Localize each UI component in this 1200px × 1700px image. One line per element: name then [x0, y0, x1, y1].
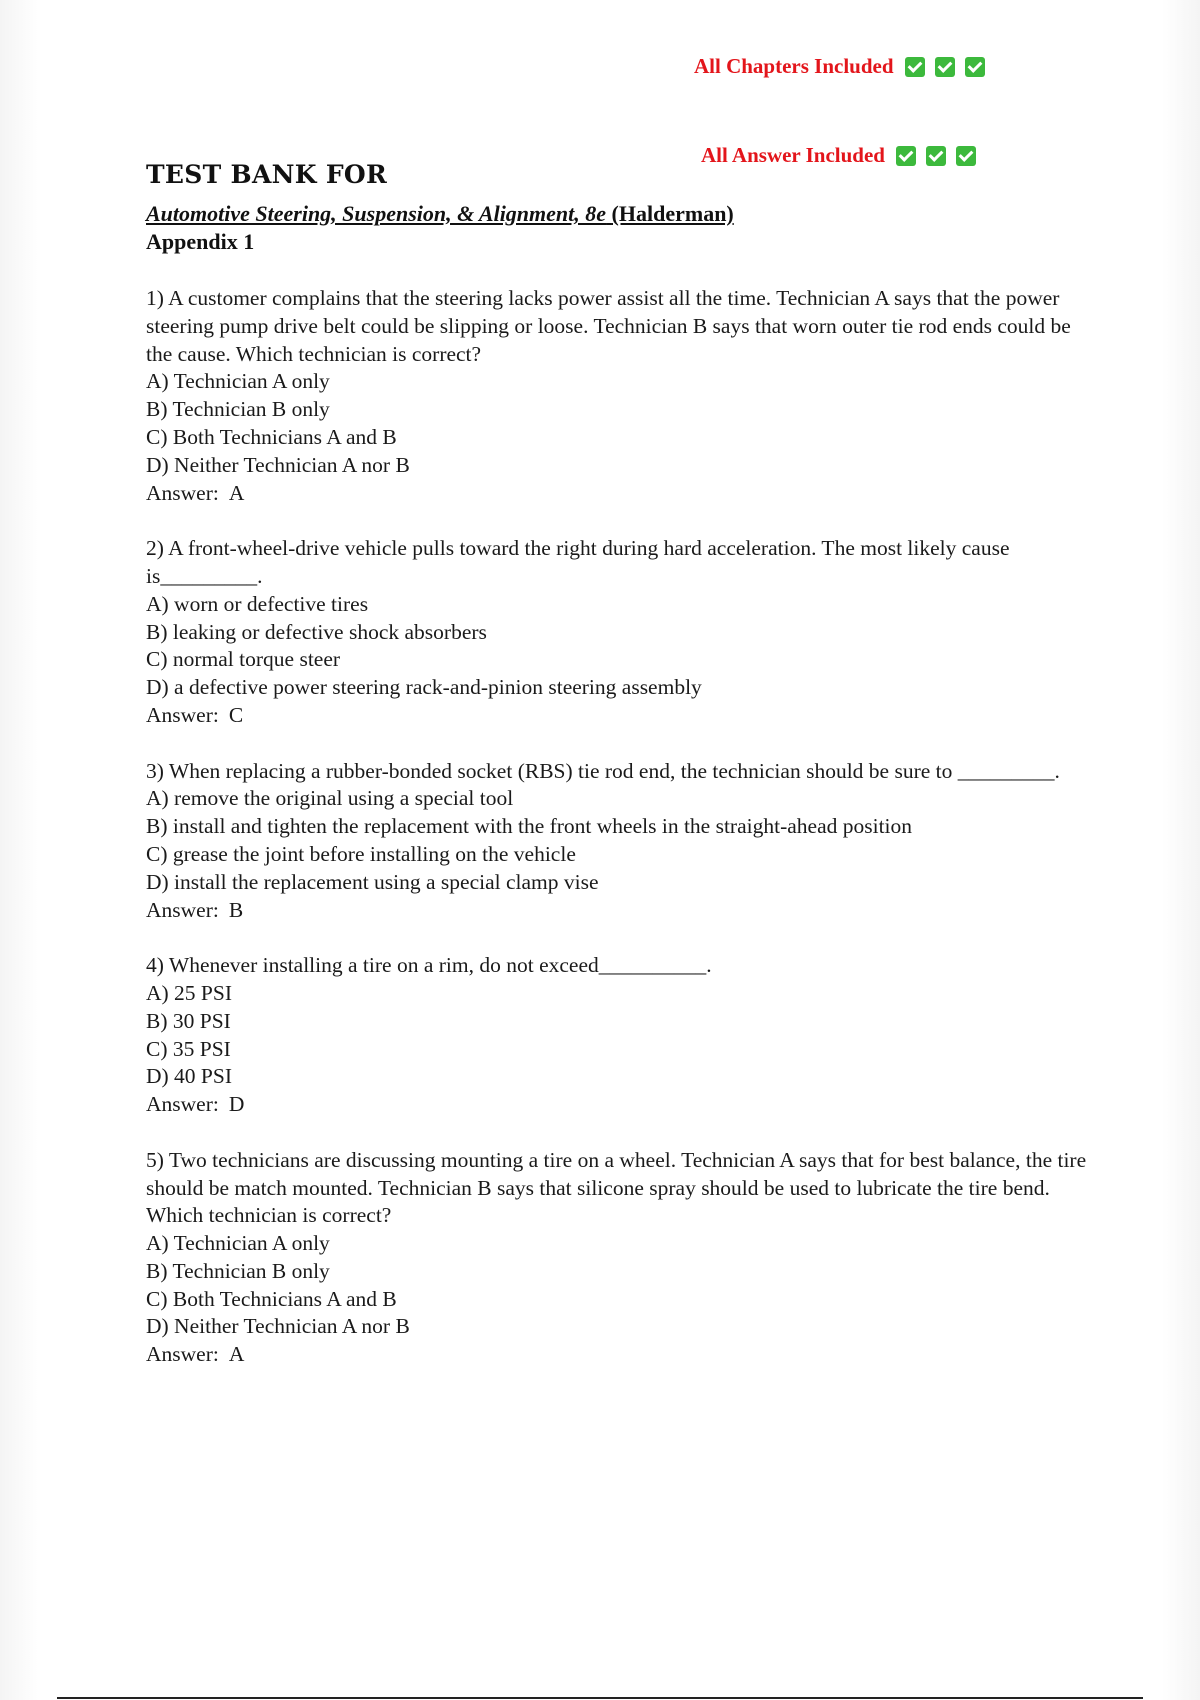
answer-label: Answer:: [146, 1342, 219, 1367]
book-title-line: [146, 201, 734, 227]
answer-option: B) Technician B only: [146, 397, 330, 422]
answer-option: B) leaking or defective shock absorbers: [146, 619, 487, 644]
answer-option: B) Technician B only: [146, 1258, 330, 1283]
answer-option: A) remove the original using a special tool: [146, 786, 514, 811]
all-chapters-text: All Chapters Included: [694, 54, 894, 78]
page-shadow-right: [1162, 0, 1200, 1700]
answer-line: [146, 1091, 1091, 1119]
answer-option: C) Both Technicians A and B: [146, 1286, 397, 1311]
answer-line: [146, 1341, 1091, 1369]
question-stem: 4) Whenever installing a tire on a rim, do not exceed__________.: [146, 953, 712, 978]
answer-option: C) normal torque steer: [146, 647, 341, 672]
check-group: [896, 146, 986, 166]
book-author: (Halderman): [611, 201, 734, 226]
answer-option: D) install the replacement using a special clamp vise: [146, 869, 599, 894]
answer-option: D) Neither Technician A nor B: [146, 452, 410, 477]
answer-line: [146, 702, 1091, 730]
answer-label: Answer:: [146, 480, 219, 505]
answer-label: Answer:: [146, 897, 219, 922]
answer-option: A) worn or defective tires: [146, 591, 369, 616]
check-group: [905, 57, 995, 77]
checkmark-icon: [965, 57, 985, 77]
bottom-rule: [57, 1697, 1143, 1699]
answer-option: D) a defective power steering rack-and-pinion steering assembly: [146, 675, 702, 700]
question-list: [146, 285, 1091, 1397]
question-stem: 5) Two technicians are discussing mounting a tire on a wheel. Technician A says that for best balance, the tire should be match mounted. Technician B says that silicone spray should be used to lubricate the tire bend. Which technician is correct?: [146, 1147, 1087, 1228]
checkmark-icon: [905, 57, 925, 77]
answer-letter: B: [228, 897, 244, 922]
question-stem: 3) When replacing a rubber-bonded socket (RBS) tie rod end, the technician should be sure to _________.: [146, 758, 1060, 783]
answer-line: [146, 897, 1091, 925]
all-answers-text: All Answer Included: [701, 143, 885, 167]
section-heading: Appendix 1: [146, 229, 255, 254]
answer-option: D) Neither Technician A nor B: [146, 1314, 410, 1339]
question-stem: 1) A customer complains that the steering lacks power assist all the time. Technician A says that the power steering pump drive belt could be slipping or loose. Technician B says that worn outer tie rod ends could be the cause. Which technician is correct?: [146, 286, 1071, 366]
question-block: [146, 758, 1091, 925]
page-shadow-left: [0, 0, 38, 1700]
checkmark-icon: [935, 57, 955, 77]
book-name: Automotive Steering, Suspension, & Alignment, 8e: [146, 201, 607, 226]
answer-line: [146, 480, 1091, 508]
answer-option: B) install and tighten the replacement with the front wheels in the straight-ahead position: [146, 814, 913, 839]
answer-label: Answer:: [146, 1092, 219, 1117]
question-block: [146, 952, 1091, 1119]
answer-letter: A: [228, 480, 245, 505]
question-block: [146, 535, 1091, 730]
checkmark-icon: [926, 146, 946, 166]
answer-letter: A: [228, 1342, 245, 1367]
all-answers-banner: [701, 143, 986, 168]
answer-label: Answer:: [146, 702, 219, 727]
answer-option: C) Both Technicians A and B: [146, 424, 397, 449]
answer-option: C) grease the joint before installing on the vehicle: [146, 841, 576, 866]
all-chapters-banner: [694, 54, 995, 79]
answer-option: A) Technician A only: [146, 1231, 330, 1256]
answer-option: D) 40 PSI: [146, 1064, 233, 1089]
checkmark-icon: [896, 146, 916, 166]
answer-option: A) 25 PSI: [146, 980, 233, 1005]
answer-letter: D: [228, 1092, 245, 1117]
question-stem: 2) A front-wheel-drive vehicle pulls toward the right during hard acceleration. The most likely cause is_________.: [146, 536, 1010, 588]
answer-option: C) 35 PSI: [146, 1036, 231, 1061]
answer-option: B) 30 PSI: [146, 1008, 231, 1033]
checkmark-icon: [956, 146, 976, 166]
question-block: [146, 285, 1091, 507]
answer-option: A) Technician A only: [146, 369, 330, 394]
question-block: [146, 1147, 1091, 1369]
document-title: TEST BANK FOR: [146, 160, 388, 189]
answer-letter: C: [228, 702, 244, 727]
